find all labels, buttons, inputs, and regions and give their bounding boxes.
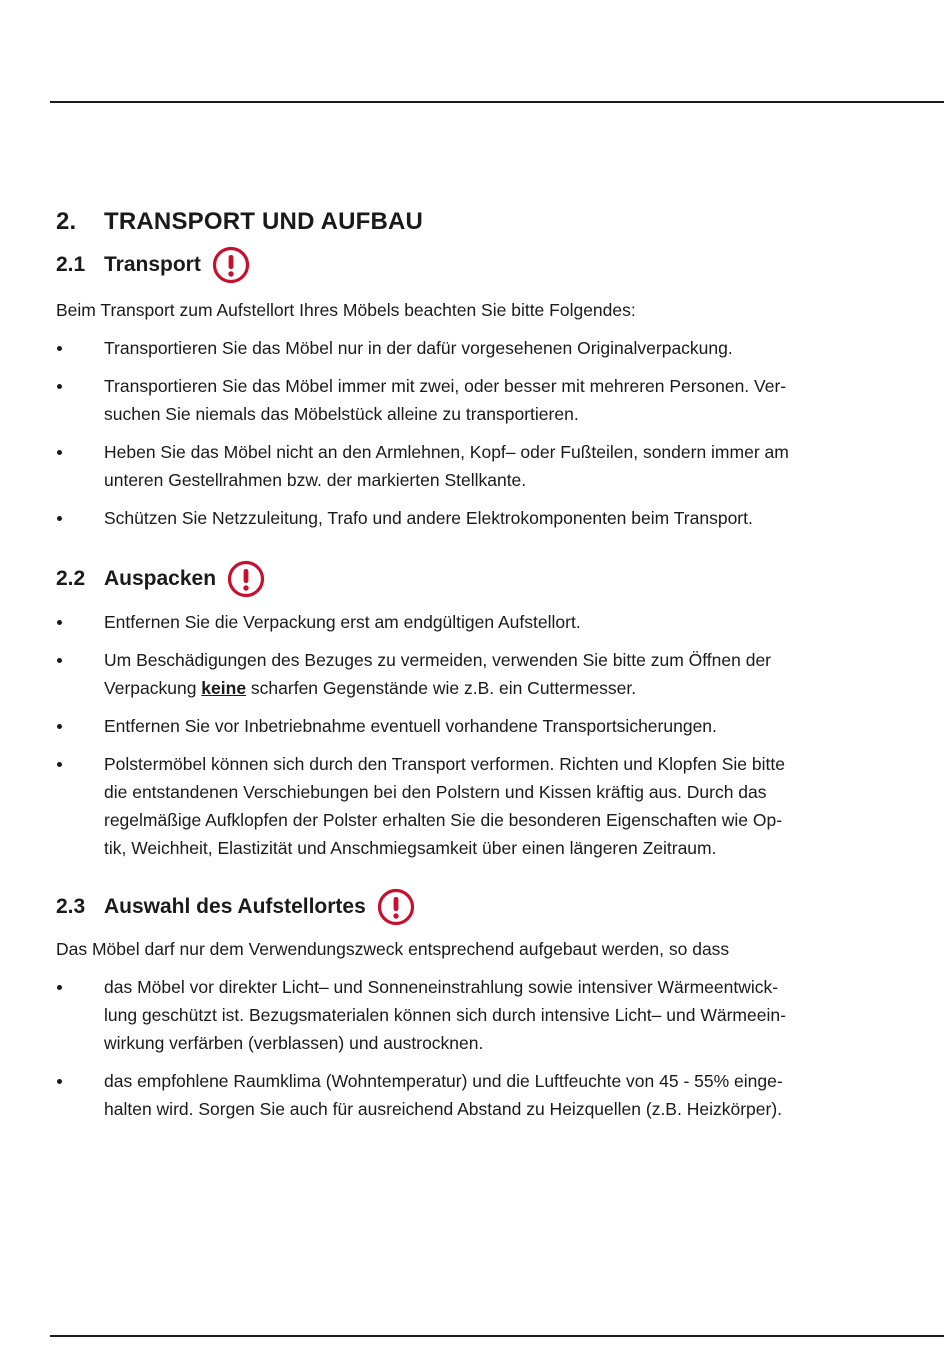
bullet: [57, 384, 62, 389]
subsection-title: Auspacken: [104, 567, 217, 590]
bullet: [57, 724, 62, 729]
subsection-heading-auspacken: [56, 560, 265, 598]
subsection-heading-transport: [56, 246, 250, 284]
auspacken-list: [56, 608, 902, 872]
exclamation-circle-icon: [227, 560, 265, 598]
list-item: Heben Sie das Möbel nicht an den Armlehnen, Kopf– oder Fußteilen, sondern immer am unteren Gestellrahmen bzw. der markierten Stellkante.: [56, 438, 902, 494]
aufstellort-list: [56, 973, 902, 1133]
subsection-title: Auswahl des Aufstellortes: [104, 895, 366, 918]
subsection-number: 2.1: [56, 253, 86, 276]
header-rule: [50, 101, 944, 103]
section-heading: [56, 208, 423, 236]
subsection-heading-aufstellort: [56, 888, 415, 926]
footer-rule: [50, 1335, 944, 1337]
list-item: Um Beschädigungen des Bezuges zu vermeiden, verwenden Sie bitte zum Öffnen der Verpackung keine scharfen Gegenstände wie z.B. ein Cuttermesser.: [56, 646, 902, 702]
exclamation-circle-icon: [212, 246, 250, 284]
bullet: [57, 1079, 62, 1084]
exclamation-circle-icon: [377, 888, 415, 926]
list-item: Transportieren Sie das Möbel immer mit zwei, oder besser mit mehreren Personen. Ver- suchen Sie niemals das Möbelstück alleine zu transportieren.: [56, 372, 902, 428]
subsection-title: Transport: [104, 253, 201, 276]
subsection-number: 2.3: [56, 895, 86, 918]
list-item: das empfohlene Raumklima (Wohntemperatur) und die Luftfeuchte von 45 - 55% einge- halten wird. Sorgen Sie auch für ausreichend Abstand zu Heizquellen (z.B. Heizkörper).: [56, 1067, 902, 1123]
transport-list: [56, 334, 902, 542]
list-item: Schützen Sie Netzzuleitung, Trafo und andere Elektrokomponenten beim Transport.: [56, 504, 902, 532]
transport-intro: Beim Transport zum Aufstellort Ihres Möbels beachten Sie bitte Folgendes:: [56, 300, 636, 320]
bullet: [57, 516, 62, 521]
bullet: [57, 985, 62, 990]
section-number: 2.: [56, 208, 77, 235]
subsection-number: 2.2: [56, 567, 86, 590]
list-item: Polstermöbel können sich durch den Transport verformen. Richten und Klopfen Sie bitte die entstandenen Verschiebungen bei den Polstern und Kissen kräftig aus. Durch das regelmäßige Aufklopfen der Polster erhalten Sie die besonderen Eigenschaften wie Op- tik, Weichheit, Elastizität und Anschmiegsamkeit über einen längeren Zeitraum.: [56, 750, 902, 862]
emphasis-keine: keine: [201, 678, 247, 698]
list-item: Transportieren Sie das Möbel nur in der dafür vorgesehenen Originalverpackung.: [56, 334, 902, 362]
bullet: [57, 658, 62, 663]
list-item: das Möbel vor direkter Licht– und Sonneneinstrahlung sowie intensiver Wärmeentwick- lung geschützt ist. Bezugsmaterialen können sich durch intensive Licht– und Wärmeein- wirkung verfärben (verblassen) und austrocknen.: [56, 973, 902, 1057]
bullet: [57, 450, 62, 455]
section-title: TRANSPORT UND AUFBAU: [104, 208, 424, 235]
bullet: [57, 620, 62, 625]
aufstellort-intro: Das Möbel darf nur dem Verwendungszweck entsprechend aufgebaut werden, so dass: [56, 939, 730, 959]
bullet: [57, 762, 62, 767]
list-item: Entfernen Sie vor Inbetriebnahme eventuell vorhandene Transportsicherungen.: [56, 712, 902, 740]
bullet: [57, 346, 62, 351]
list-item: Entfernen Sie die Verpackung erst am endgültigen Aufstellort.: [56, 608, 902, 636]
